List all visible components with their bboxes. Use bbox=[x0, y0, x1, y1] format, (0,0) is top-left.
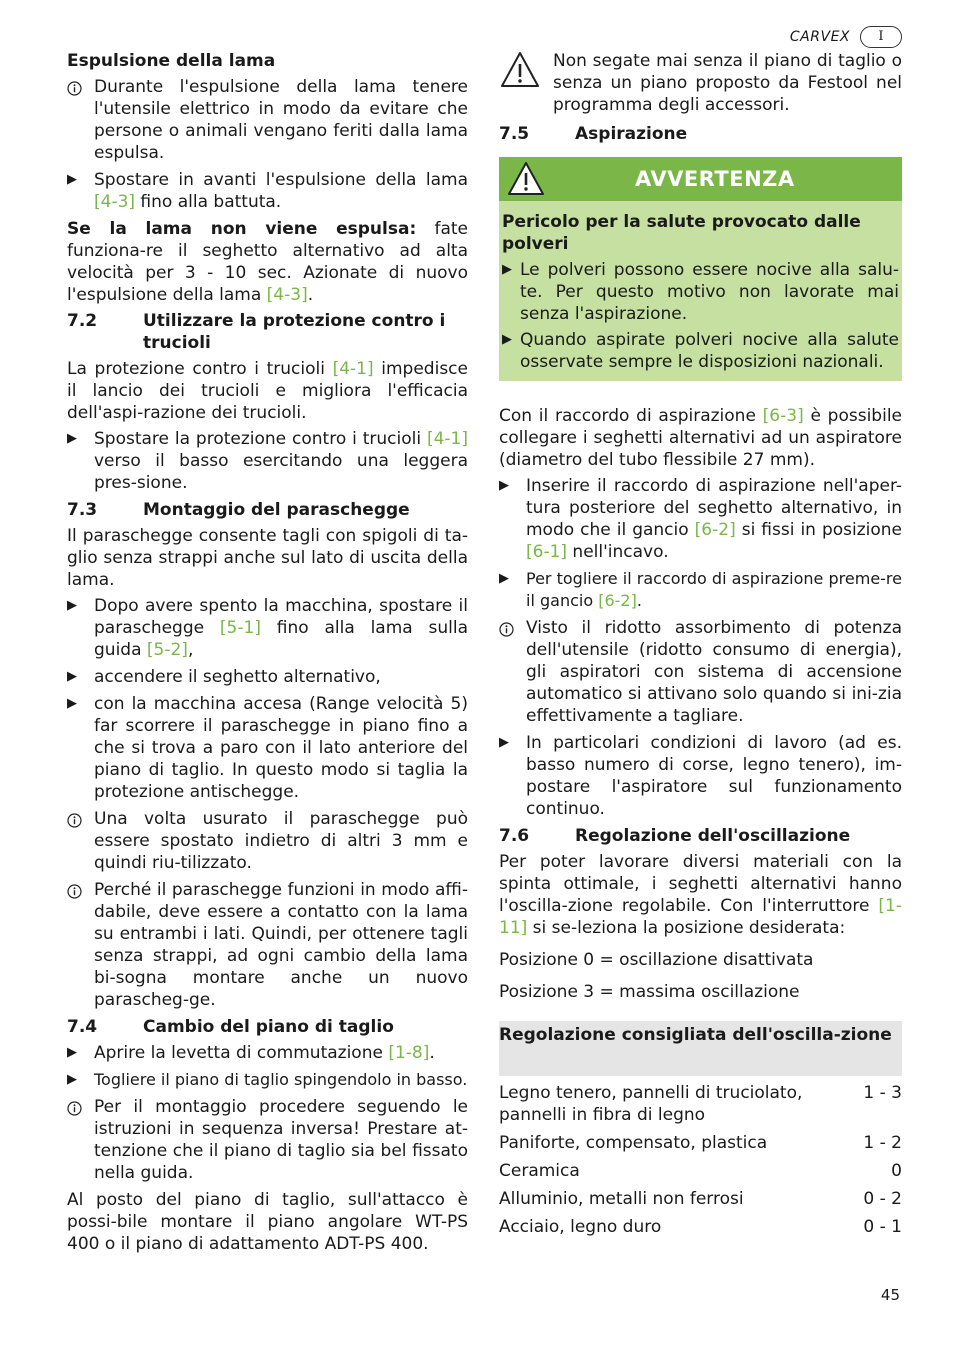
arrow-bullet-icon: ▶ bbox=[67, 1072, 77, 1087]
table-row: Alluminio, metalli non ferrosi 0 - 2 bbox=[499, 1189, 902, 1209]
figure-reference: [6-2] bbox=[694, 520, 736, 540]
arrow-bullet-icon: ▶ bbox=[67, 431, 77, 446]
figure-reference: [1-11] bbox=[499, 896, 902, 938]
expulsion-note: Durante l'espulsione della lama tenere l'utensile elettrico in modo da evitare che persone o animali vengano feriti dalla lama espulsa. bbox=[94, 77, 468, 163]
warning-item: ▶ Quando aspirate polveri nocive alla salute osservate sempre le disposizioni nazionali. bbox=[502, 330, 899, 372]
info-icon bbox=[499, 617, 526, 727]
s73-paragraph: Il paraschegge consente tagli con spigoli di ta-glio senza strappi anche sul lato di uscita della lama. bbox=[67, 526, 468, 590]
step-item: ▶ In particolari condizioni di lavoro (ad es. basso numero di corse, legno tenero), im-postare l'aspiratore sul funzionamento continuo. bbox=[499, 733, 902, 819]
note-item: Perché il paraschegge funzioni in modo affi-dabile, deve essere a contatto con la lama su entrambi i lati. Quindi, per ottenere tagli senza strappi, ad ogni cambio della lama bi-sogna montare anche un nuovo parascheg-ge. bbox=[67, 879, 468, 1011]
arrow-bullet-icon: ▶ bbox=[499, 571, 509, 586]
arrow-bullet-icon: ▶ bbox=[67, 172, 77, 187]
figure-reference: [4-1] bbox=[332, 359, 374, 379]
expulsion-step: Spostare in avanti l'espulsione della lama [4-3] fino alla battuta. bbox=[94, 170, 468, 212]
step-item: ▶ con la macchina accesa (Range velocità 5) far scorrere il paraschegge in piano fino a che si trova a paro con il lato anteriore del piano di taglio. In questo modo si taglia la protezione antischegge. bbox=[67, 694, 468, 802]
figure-reference: [4-3] bbox=[266, 285, 308, 305]
figure-reference: [1-8] bbox=[388, 1043, 430, 1063]
arrow-bullet-icon: ▶ bbox=[502, 332, 512, 347]
section-heading-7-4: 7.4 Cambio del piano di taglio bbox=[67, 1017, 394, 1037]
table-row: Legno tenero, pannelli di truciolato, pannelli in fibra di legno 1 - 3 bbox=[499, 1083, 902, 1125]
s72-paragraph: La protezione contro i trucioli [4-1] impedisce il lancio dei trucioli e migliora l'efficacia dell'aspi-razione dei trucioli. bbox=[67, 359, 468, 423]
warning-triangle-icon bbox=[499, 161, 553, 197]
page-header bbox=[790, 26, 902, 48]
section-heading-7-6: 7.6 Regolazione dell'oscillazione bbox=[499, 826, 851, 846]
info-icon bbox=[67, 76, 94, 164]
position-0-line: Posizione 0 = oscillazione disattivata bbox=[499, 950, 814, 970]
step-item: ▶ Aprire la levetta di commutazione [1-8]. bbox=[67, 1043, 435, 1063]
page-number: 45 bbox=[880, 1286, 900, 1304]
table-row: Paniforte, compensato, plastica 1 - 2 bbox=[499, 1133, 902, 1153]
step-item: ▶ Spostare la protezione contro i trucioli [4-1] verso il basso esercitando una leggera pres-sione. bbox=[67, 429, 468, 493]
note-item: Una volta usurato il paraschegge può essere spostato indietro di altri 3 mm e quindi riu-tilizzato. bbox=[67, 808, 468, 874]
step-item: ▶ Dopo avere spento la macchina, spostare il paraschegge [5-1] fino alla lama sulla guida [5-2], bbox=[67, 596, 468, 660]
caution-note: Non segate mai senza il piano di taglio o senza un piano proposto da Festool nel programma degli accessori. bbox=[499, 50, 902, 116]
figure-reference: [4-3] bbox=[94, 192, 136, 212]
figure-reference: [6-3] bbox=[762, 406, 804, 426]
arrow-bullet-icon: ▶ bbox=[67, 1045, 77, 1060]
step-item: ▶ accendere il seghetto alternativo, bbox=[67, 667, 381, 687]
figure-reference: [4-1] bbox=[426, 429, 468, 449]
s75-paragraph: Con il raccordo di aspirazione [6-3] è possibile collegare i seghetti alternativi ad un aspiratore (diametro del tubo flessibile 27 mm). bbox=[499, 406, 903, 470]
left-column bbox=[67, 50, 468, 1259]
note-item bbox=[67, 76, 468, 164]
language-badge: I bbox=[860, 26, 902, 48]
figure-reference: [5-2] bbox=[146, 640, 188, 660]
brand-name: CARVEX bbox=[789, 29, 850, 45]
step-item: ▶ Togliere il piano di taglio spingendolo in basso. bbox=[67, 1070, 468, 1089]
arrow-bullet-icon: ▶ bbox=[499, 478, 509, 493]
expulsion-title: Espulsione della lama bbox=[67, 51, 276, 71]
table-row: Ceramica 0 bbox=[499, 1161, 902, 1181]
step-item: ▶ Inserire il raccordo di aspirazione nell'aper-tura posteriore del seghetto alternativo, in modo che il gancio [6-2] si fissi in posizione [6-1] nell'incavo. bbox=[499, 476, 903, 562]
warning-item: ▶ Le polveri possono essere nocive alla salu-te. Per questo motivo non lavorate mai senza l'aspirazione. bbox=[502, 260, 899, 324]
table-header: Regolazione consigliata dell'oscilla-zione bbox=[499, 1021, 902, 1076]
oscillation-table bbox=[499, 1021, 902, 1238]
info-icon bbox=[67, 808, 94, 874]
expulsion-fail-paragraph: Se la lama non viene espulsa: fate funziona-re il seghetto alternativo ad alta velocità per 3 - 10 sec. Azionate di nuovo l'espulsione della lama [4-3]. bbox=[67, 219, 468, 305]
s74-paragraph: Al posto del piano di taglio, sull'attacco è possi-bile montare il piano angolare WT-PS 400 o il piano di adattamento ADT-PS 400. bbox=[67, 1190, 468, 1254]
section-heading-7-3: 7.3 Montaggio del paraschegge bbox=[67, 500, 410, 520]
arrow-bullet-icon: ▶ bbox=[67, 669, 77, 684]
warning-bar bbox=[499, 157, 902, 201]
step-item bbox=[67, 169, 468, 213]
warning-triangle-icon bbox=[499, 50, 553, 116]
figure-reference: [5-1] bbox=[219, 618, 261, 638]
arrow-bullet-icon: ▶ bbox=[499, 735, 509, 750]
step-item: ▶ Per togliere il raccordo di aspirazione preme-re il gancio [6-2]. bbox=[499, 569, 902, 610]
warning-label: AVVERTENZA bbox=[635, 167, 795, 191]
warning-box bbox=[499, 157, 902, 381]
table-row: Acciaio, legno duro 0 - 1 bbox=[499, 1217, 902, 1237]
arrow-bullet-icon: ▶ bbox=[67, 696, 77, 711]
warning-heading: Pericolo per la salute provocato dalle polveri bbox=[502, 212, 861, 254]
figure-reference: [6-2] bbox=[598, 591, 637, 610]
info-icon bbox=[67, 1096, 94, 1184]
right-column bbox=[499, 50, 902, 1238]
note-item: Visto il ridotto assorbimento di potenza dell'utensile (ridotto consumo di energia), gli aspiratori con sistema di accensione automatico si attivano solo quando si ini-zia effettivamente a tagliare. bbox=[499, 617, 902, 727]
section-heading-7-5: 7.5 Aspirazione bbox=[499, 124, 688, 144]
note-item: Per il montaggio procedere seguendo le istruzioni in sequenza inversa! Prestare at-tenzione che il piano di taglio sia bel fissato nella guida. bbox=[67, 1096, 468, 1184]
position-3-line: Posizione 3 = massima oscillazione bbox=[499, 982, 800, 1002]
figure-reference: [6-1] bbox=[526, 542, 568, 562]
section-heading-7-2: 7.2 Utilizzare la protezione contro i trucioli bbox=[67, 311, 446, 353]
arrow-bullet-icon: ▶ bbox=[502, 262, 512, 277]
info-icon bbox=[67, 879, 94, 1011]
s76-paragraph: Per poter lavorare diversi materiali con la spinta ottimale, i seghetti alternativi hanno l'oscilla-zione regolabile. Con l'interruttore [1-11] si se-leziona la posizione desiderata: bbox=[499, 852, 902, 938]
arrow-bullet-icon: ▶ bbox=[67, 598, 77, 613]
